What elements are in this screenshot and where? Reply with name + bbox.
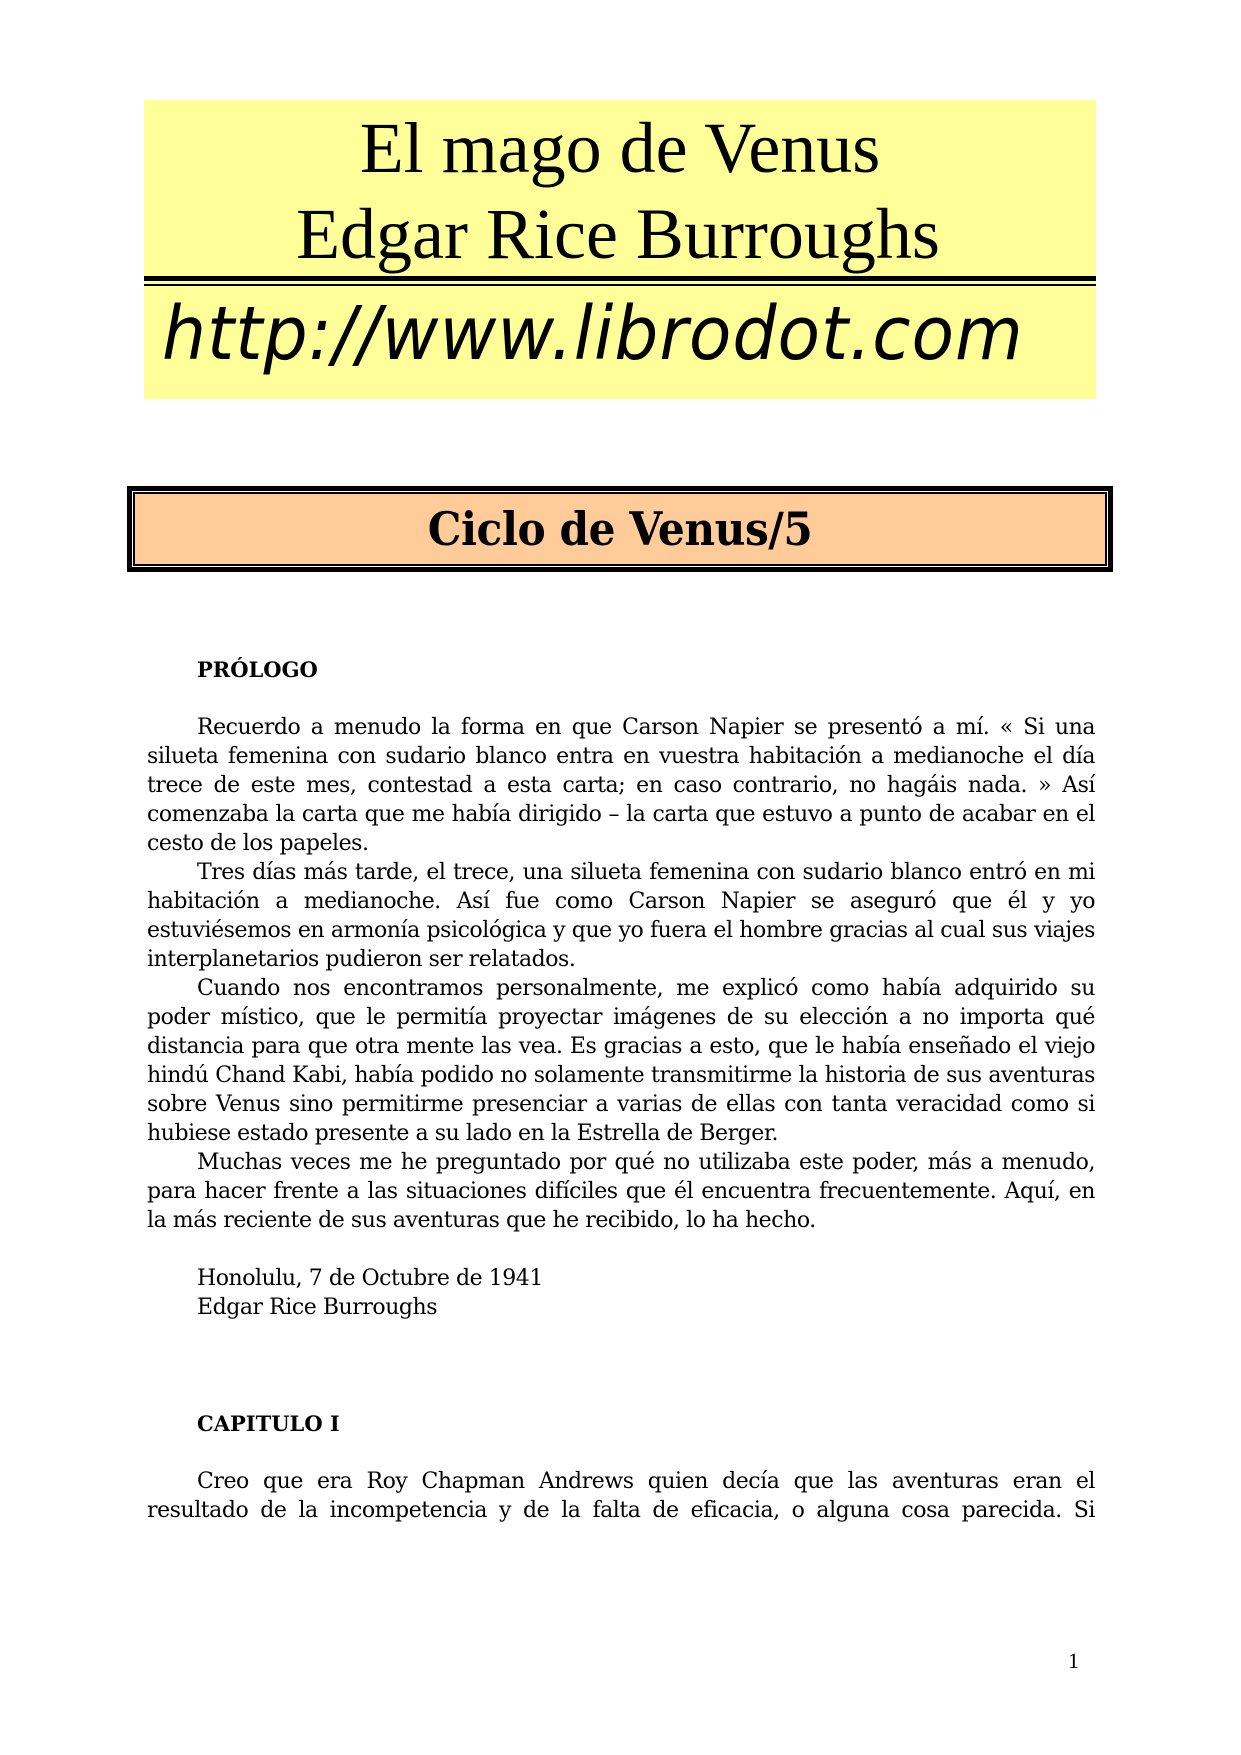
signature-name: Edgar Rice Burroughs bbox=[197, 1295, 438, 1320]
chapter-paragraph: Creo que era Roy Chapman Andrews quien decía que las aventuras eran el resultado de la incompetencia y de la falta de eficacia, o alguna cosa parecida. Si bbox=[147, 1469, 1095, 1523]
spacer bbox=[147, 1438, 1095, 1467]
divider-thin bbox=[144, 284, 1096, 286]
prologue-paragraph: Tres días más tarde, el trece, una silueta femenina con sudario blanco entró en mi habitación a medianoche. Así fue como Carson Napier se aseguró que él y yo estuviésemos en armonía psicológica y que yo fuera el hombre gracias al cual sus viajes interplanetarios pudieron ser relatados. bbox=[147, 860, 1095, 972]
prologue-paragraph: Muchas veces me he preguntado por qué no utilizaba este poder, más a menudo, para hacer frente a las situaciones difíciles que él encuentra frecuentemente. Aquí, en la más reciente de sus aventuras que he recibido, lo ha hecho. bbox=[147, 1150, 1095, 1233]
prologue-paragraph: Recuerdo a menudo la forma en que Carson Napier se presentó a mí. « Si una silueta femenina con sudario blanco entra en vuestra habitación a medianoche el día trece de este mes, contestad a esta carta; en caso contrario, no hagáis nada. » Así comenzaba la carta que me había dirigido – la carta que estuvo a punto de acabar en el cesto de los papeles. bbox=[147, 715, 1095, 856]
document-body bbox=[147, 655, 1095, 1525]
title-box bbox=[144, 100, 1096, 399]
book-title: El mago de Venus bbox=[359, 108, 881, 188]
spacer bbox=[147, 1235, 1095, 1264]
series-title: Ciclo de Venus/5 bbox=[427, 502, 813, 556]
series-banner bbox=[127, 486, 1113, 572]
prologue-heading: PRÓLOGO bbox=[197, 657, 318, 682]
page-number: 1 bbox=[1068, 1648, 1079, 1673]
spacer bbox=[147, 684, 1095, 713]
chapter-heading: CAPITULO I bbox=[197, 1411, 340, 1436]
book-author: Edgar Rice Burroughs bbox=[296, 194, 940, 274]
banner-inner-frame bbox=[132, 491, 1108, 567]
spacer bbox=[147, 1322, 1095, 1409]
divider-thick bbox=[144, 276, 1096, 281]
banner-fill bbox=[135, 494, 1105, 564]
site-url: http://www.librodot.com bbox=[162, 291, 1024, 377]
signature-place-date: Honolulu, 7 de Octubre de 1941 bbox=[197, 1266, 543, 1291]
prologue-paragraph: Cuando nos encontramos personalmente, me explicó como había adquirido su poder místico, que le permitía proyectar imágenes de su elección a no importa qué distancia para que otra mente las vea. Es gracias a esto, que le había enseñado el viejo hindú Chand Kabi, había podido no solamente transmitirme la historia de sus aventuras sobre Venus sino permitirme presenciar a varias de ellas con tanta veracidad como si hubiese estado presente a su lado en la Estrella de Berger. bbox=[147, 976, 1095, 1146]
